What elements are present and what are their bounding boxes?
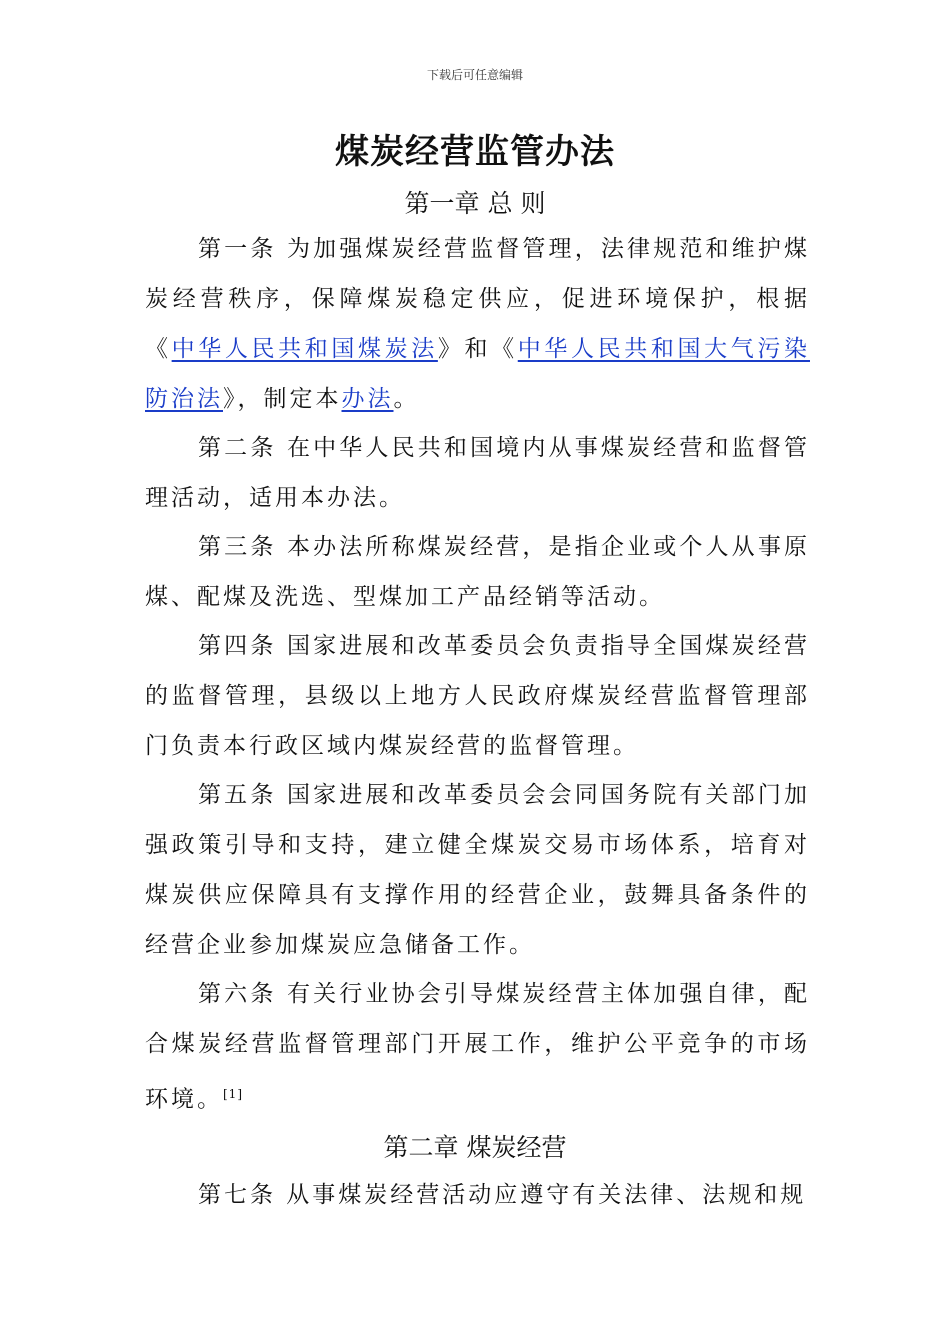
article-6-text: 第六条 有关行业协会引导煤炭经营主体加强自律，配合煤炭经营监督管理部门开展工作，维护公平竞争的市场环境。 (145, 981, 810, 1113)
header-note: 下载后可任意编辑 (426, 68, 523, 82)
chapter-1-heading: 第一章 总 则 (404, 189, 546, 218)
footnote-ref[interactable]: [1] (223, 1087, 243, 1101)
chapter-2-heading: 第二章 煤炭经营 (383, 1133, 567, 1162)
article-1-text-a: 第一条 为加强煤炭经营监督管理，法律规范和维护煤炭经营秩序，保障煤炭稳定供应，促进环境保护，根据《 (145, 236, 810, 362)
article-5: 第五条 国家进展和改革委员会会同国务院有关部门加强政策引导和支持，建立健全煤炭交易市场体系，培育对煤炭供应保障具有支撑作用的经营企业，鼓舞具备条件的经营企业参加煤炭应急储备工作。 (145, 782, 810, 958)
article-1-text-d: 。 (393, 386, 420, 412)
coal-law-link[interactable]: 中华人民共和国煤炭法 (171, 336, 438, 362)
article-2: 第二条 在中华人民共和国境内从事煤炭经营和监督管理活动，适用本办法。 (145, 435, 810, 511)
article-7: 第七条 从事煤炭经营活动应遵守有关法律、法规和规 (198, 1182, 807, 1208)
article-6 (145, 969, 810, 1125)
air-pollution-law-link[interactable]: 中华人民共和国大气污染防治法 (145, 336, 810, 412)
article-3: 第三条 本办法所称煤炭经营，是指企业或个人从事原煤、配煤及洗选、型煤加工产品经销等活动。 (145, 534, 810, 610)
article-1-text-b: 》和《 (437, 336, 518, 362)
page-title: 煤炭经营监管办法 (335, 132, 615, 172)
article-1-text-c: 》，制定本 (223, 386, 342, 412)
article-4: 第四条 国家进展和改革委员会负责指导全国煤炭经营的监督管理，县级以上地方人民政府煤炭经营监督管理部门负责本行政区域内煤炭经营的监督管理。 (145, 633, 810, 759)
article-1 (145, 224, 810, 424)
measures-link[interactable]: 办法 (341, 386, 394, 412)
